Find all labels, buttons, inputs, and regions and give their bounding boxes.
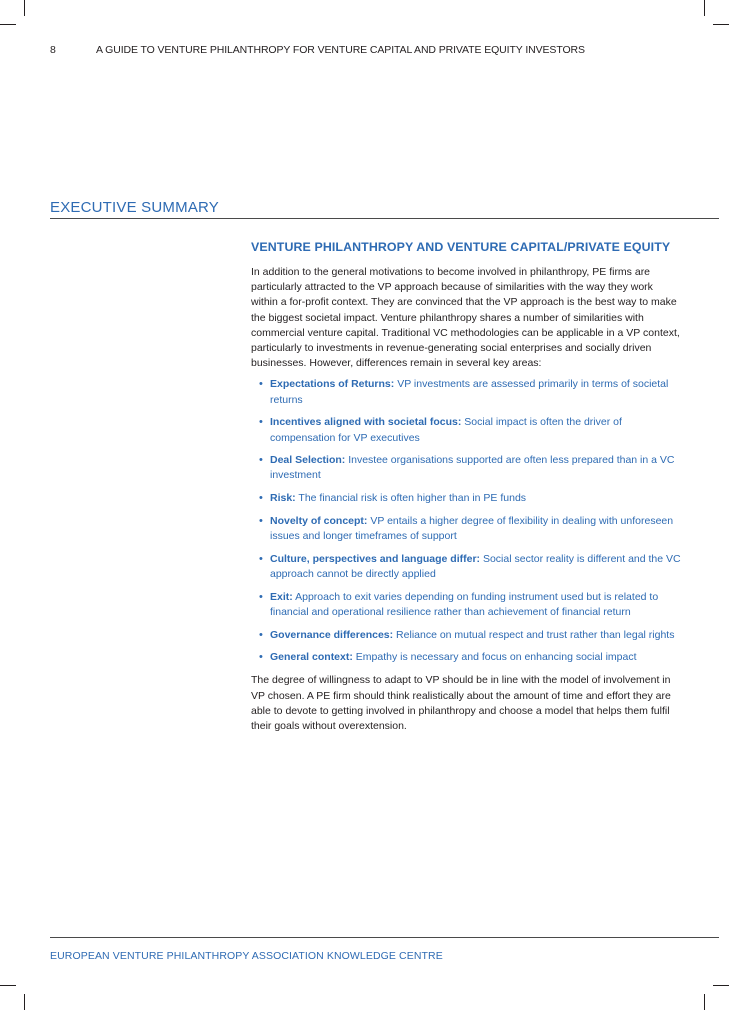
- bullet-icon: •: [259, 590, 263, 603]
- list-item: • Deal Selection: Investee organisations supported are often less prepared than in a VC investment: [259, 454, 675, 482]
- list-item: • Novelty of concept: VP entails a higher degree of flexibility in dealing with unforeseen issues and longer timeframes of support: [259, 514, 674, 543]
- list-item: • Incentives aligned with societal focus: Social impact is often the driver of compensation for VP executives: [259, 416, 622, 444]
- bullet-icon: •: [259, 378, 263, 391]
- crop-mark-top-left-horizontal: [0, 24, 16, 25]
- differences-list: [251, 377, 681, 665]
- crop-mark-top-right-horizontal: [713, 24, 729, 25]
- bullet-icon: •: [259, 552, 263, 565]
- crop-mark-bottom-right-horizontal: [713, 985, 729, 986]
- content-heading: VENTURE PHILANTHROPY AND VENTURE CAPITAL/PRIVATE EQUITY: [251, 240, 671, 254]
- list-item: • Expectations of Returns: VP investments are assessed primarily in terms of societal returns: [259, 378, 669, 406]
- list-item: • General context: Empathy is necessary and focus on enhancing social impact: [270, 650, 681, 665]
- crop-mark-top-left-vertical: [24, 0, 25, 16]
- bullet-icon: •: [259, 416, 263, 429]
- list-item: • Risk: The financial risk is often higher than in PE funds: [270, 491, 681, 506]
- running-title: A GUIDE TO VENTURE PHILANTHROPY FOR VENTURE CAPITAL AND PRIVATE EQUITY INVESTORS: [96, 44, 585, 56]
- bullet-icon: •: [259, 628, 263, 641]
- crop-mark-bottom-left-vertical: [24, 994, 25, 1010]
- list-item: • Exit: Approach to exit varies depending on funding instrument used but is related to financial and operational resilience rather than achievement of financial return: [259, 590, 659, 618]
- bullet-icon: •: [259, 454, 263, 467]
- bullet-icon: •: [259, 651, 263, 664]
- section-divider: [50, 218, 719, 219]
- footer-text: EUROPEAN VENTURE PHILANTHROPY ASSOCIATION KNOWLEDGE CENTRE: [50, 950, 443, 962]
- bullet-icon: •: [259, 492, 263, 505]
- crop-mark-bottom-right-vertical: [704, 994, 705, 1010]
- list-item: • Governance differences: Reliance on mutual respect and trust rather than legal rights: [270, 628, 681, 643]
- section-title: EXECUTIVE SUMMARY: [50, 199, 219, 216]
- page-number: 8: [50, 44, 56, 56]
- footer-divider: [50, 937, 719, 938]
- closing-paragraph: The degree of willingness to adapt to VP should be in line with the model of involvement in VP chosen. A PE firm should think realistically about the amount of time and effort they are able to devote to getting involved in philanthropy and choose a model that helps them fulfil their goals without overextension.: [251, 674, 671, 733]
- crop-mark-top-right-vertical: [704, 0, 705, 16]
- main-content: [251, 240, 681, 734]
- bullet-icon: •: [259, 514, 263, 527]
- list-item: • Culture, perspectives and language differ: Social sector reality is different and the VC approach cannot be directly applied: [259, 552, 681, 580]
- crop-mark-bottom-left-horizontal: [0, 985, 16, 986]
- intro-paragraph: In addition to the general motivations to become involved in philanthropy, PE firms are particularly attracted to the VP approach because of similarities with the way they work within a for-profit context. They are convinced that the VP approach is the best way to make the biggest societal impact. Venture philanthropy shares a number of similarities with commercial venture capital. Traditional VC methodologies can be applicable in a VP context, particularly to investments in revenue-generating social enterprises and socially driven businesses. However, differences remain in several key areas:: [251, 266, 680, 370]
